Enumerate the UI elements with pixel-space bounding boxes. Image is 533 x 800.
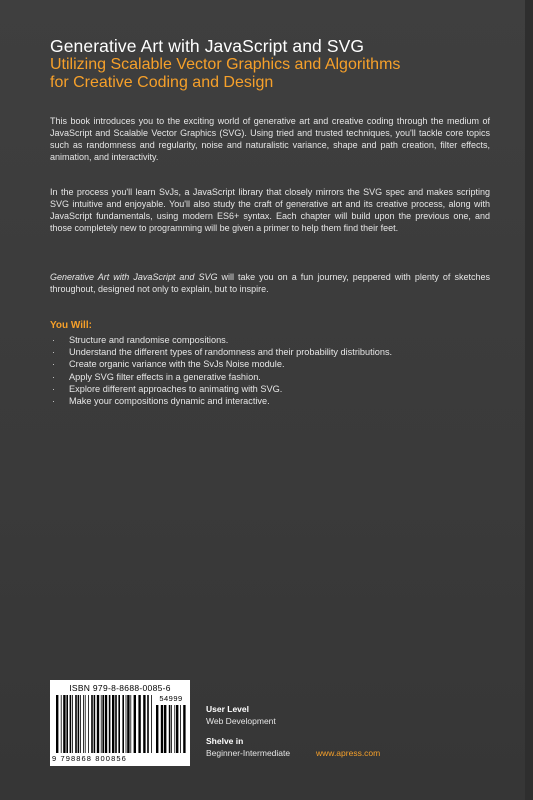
barcode-addon-number: 54999 [159, 694, 183, 703]
publisher-website: www.apress.com [316, 748, 381, 758]
description-paragraph-1: This book introduces you to the exciting world of generative art and creative coding through the medium of JavaScript and Scalable Vector Graphics (SVG). Using tried and trusted techniques, you'll tackle core topics such as randomness and regularity, noise and naturalistic variance, shape and path creation, filter effects, animation, and interactivity. [50, 116, 490, 162]
list-item-text: Structure and randomise compositions. [69, 335, 229, 345]
isbn-number: ISBN 979-8-8688-0085-6 [69, 683, 171, 693]
list-item [50, 346, 490, 358]
description-paragraph-3 [50, 271, 490, 295]
italic-book-title: Generative Art with JavaScript and SVG [50, 272, 218, 282]
subtitle-line-2: for Creative Coding and Design [50, 74, 274, 91]
list-item [50, 358, 490, 370]
list-item-text: Create organic variance with the SvJs Noise module. [69, 359, 285, 370]
isbn-barcode [50, 680, 190, 766]
list-item-text: Apply SVG filter effects in a generative fashion. [69, 371, 261, 382]
bullet-icon: · [52, 359, 56, 370]
barcode-bars-icon [56, 695, 152, 753]
book-title: Generative Art with JavaScript and SVG [50, 36, 365, 56]
list-item-text: Explore different approaches to animating with SVG. [69, 383, 283, 394]
you-will-heading: You Will: [50, 320, 92, 331]
bullet-icon: · [52, 335, 56, 345]
user-level-value: Web Development [206, 716, 276, 726]
bullet-icon: · [52, 396, 56, 407]
list-item [50, 371, 490, 383]
book-subtitle [50, 56, 490, 92]
shelve-in-label: Shelve in [206, 736, 244, 746]
bullet-icon: · [52, 383, 56, 394]
list-item-text: Understand the different types of randomness and their probability distributions. [69, 347, 393, 358]
bullet-icon: · [52, 347, 56, 358]
paragraph-3-text: will take you on a fun journey, peppered with plenty of sketches throughout, designed not only to explain, but to inspire. [50, 272, 490, 294]
list-item [50, 383, 490, 395]
subtitle-line-1: Utilizing Scalable Vector Graphics and Algorithms [50, 56, 401, 73]
barcode-addon-bars-icon [156, 705, 186, 753]
list-item [50, 334, 490, 346]
barcode-digits: 9 798868 800856 [52, 754, 127, 763]
bullet-icon: · [52, 371, 56, 382]
shelve-in-value: Beginner-Intermediate [206, 748, 291, 758]
list-item-text: Make your compositions dynamic and interactive. [69, 396, 270, 407]
user-level-label: User Level [206, 704, 249, 714]
description-paragraph-2: In the process you'll learn SvJs, a JavaScript library that closely mirrors the SVG spec and makes scripting SVG intuitive and enjoyable. You'll also study the craft of generative art and its creative process, along with JavaScript fundamentals, using modern ES6+ syntax. Each chapter will build upon the previous one, and those completely new to programming will be given a primer to help them find their feet. [50, 187, 490, 233]
you-will-list [50, 334, 490, 407]
list-item [50, 395, 490, 407]
spine-edge [525, 0, 533, 800]
